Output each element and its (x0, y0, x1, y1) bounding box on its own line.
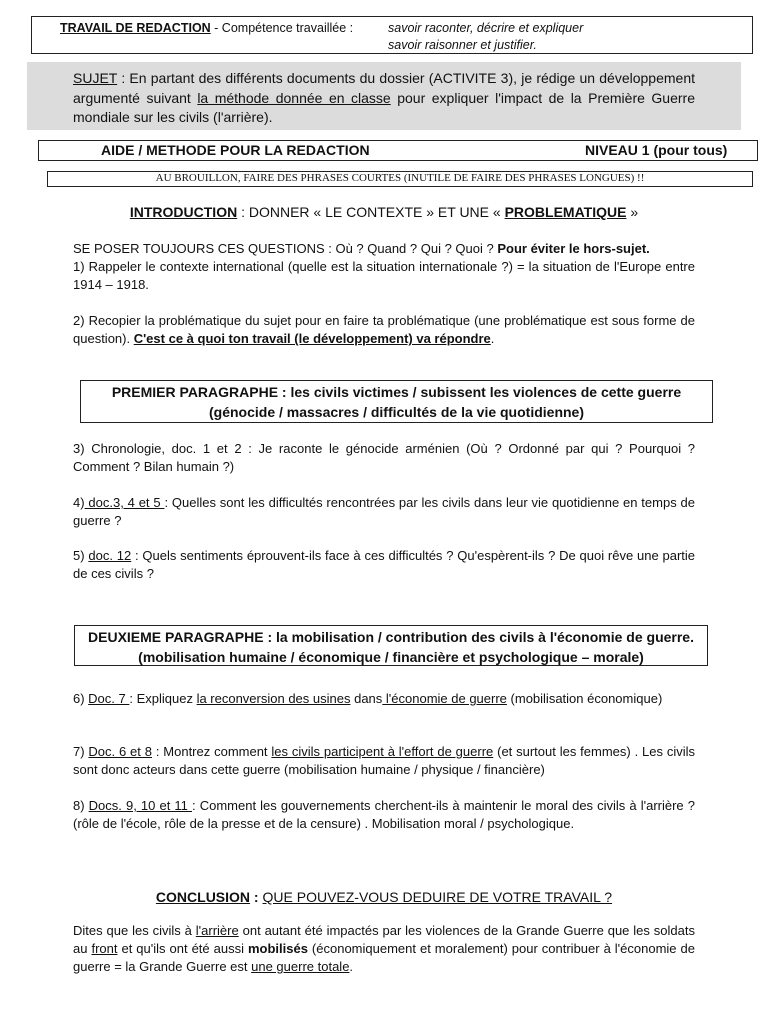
intro-problem: PROBLEMATIQUE (504, 204, 627, 220)
p1-item-4-text: : Quelles sont les difficultés rencontrées par les civils dans leur vie quotidienne en temps de guerre ? (73, 495, 695, 528)
intro-end: » (626, 204, 639, 220)
p2-heading-box (74, 625, 708, 666)
p2-item-8-doc: Docs. 9, 10 et 11 (88, 798, 193, 813)
p2-heading-line-1: DEUXIEME PARAGRAPHE : la mobilisation / contribution des civils à l'économie de guerre. (88, 629, 694, 645)
conclusion-t2: ont autant été impactés par les violences de la Grande Guerre que les soldats au (73, 923, 695, 956)
conclusion-question: QUE POUVEZ-VOUS DEDUIRE DE VOTRE TRAVAIL ? (262, 889, 613, 905)
conclusion-t1: Dites que les civils à (73, 923, 196, 938)
p2-item-8-num: 8) (73, 798, 89, 813)
sujet-t1: : En partant des différents documents du dossier (ACTIVITE 3), je rédige un développement argumenté suivant (73, 70, 695, 106)
p2-item-6-c: (mobilisation économique) (506, 691, 663, 706)
conclusion-t3: et qu'ils ont été aussi (117, 941, 248, 956)
p2-item-7-a: : Montrez comment (151, 744, 272, 759)
p2-item-8-text: : Comment les gouvernements cherchent-ils à maintenir le moral des civils à l'arrière ? (rôle de l'école, rôle de la presse et de la censure) . Mobilisation moral / psychologique. (73, 798, 695, 831)
conclusion-b1: mobilisés (247, 941, 308, 956)
intro-item-2-text: 2) Recopier la problématique du sujet pour en faire ta problématique (une problématique est sous forme de question). (73, 313, 695, 346)
intro-item-2-end: . (490, 331, 495, 346)
sujet-label: SUJET (73, 70, 118, 86)
header-label: TRAVAIL DE REDACTION (60, 21, 211, 35)
header-title-line (60, 21, 353, 35)
p2-item-6-num: 6) (73, 691, 89, 706)
aide-title: AIDE / METHODE POUR LA REDACTION (101, 142, 370, 158)
conclusion-t5: . (349, 959, 354, 974)
brouillon-text: AU BROUILLON, FAIRE DES PHRASES COURTES (INUTILE DE FAIRE DES PHRASES LONGUES) !! (155, 172, 645, 184)
p2-item-7-b: (et surtout les femmes) . Les civils sont donc acteurs dans cette guerre (mobilisation humaine / physique / financière) (73, 744, 696, 777)
p1-item-4 (73, 494, 695, 530)
sujet-text (73, 69, 695, 128)
p2-item-6-u1: la reconversion des usines (196, 691, 351, 706)
sujet-method: la méthode donnée en classe (197, 89, 391, 106)
intro-mid: : DONNER « LE CONTEXTE » ET UNE « (237, 204, 505, 220)
intro-q-prefix: SE POSER TOUJOURS CES QUESTIONS : Où ? Quand ? Qui ? Quoi ? (73, 241, 498, 256)
conclusion-u2: front (91, 941, 118, 956)
conclusion-label: CONCLUSION (155, 889, 251, 905)
p2-item-7 (73, 743, 695, 779)
intro-heading (0, 204, 768, 220)
intro-label: INTRODUCTION (129, 204, 238, 220)
p1-item-5-doc: doc. 12 (88, 548, 132, 563)
p2-item-8 (73, 797, 695, 833)
intro-item-2 (73, 312, 695, 348)
p2-item-6-doc: Doc. 7 (88, 691, 130, 706)
p2-heading-line-2: (mobilisation humaine / économique / financière et psychologique – morale) (138, 649, 644, 665)
header-competence-2: savoir raisonner et justifier. (388, 38, 537, 52)
conclusion-sep: : (250, 889, 263, 905)
p1-heading-line-1: PREMIER PARAGRAPHE : les civils victimes / subissent les violences de cette guerre (111, 384, 682, 400)
p1-item-3: 3) Chronologie, doc. 1 et 2 : Je raconte le génocide arménien (Où ? Ordonné par qui ? Pourquoi ? Comment ? Bilan humain ?) (73, 441, 695, 474)
p1-item-5-text: : Quels sentiments éprouvent-ils face à ces difficultés ? Qu'espèrent-ils ? De quoi rêve une partie de ces civils ? (73, 548, 695, 581)
aide-level: NIVEAU 1 (pour tous) (585, 142, 728, 158)
p1-heading-box (80, 380, 713, 423)
p2-item-7-doc: Doc. 6 et 8 (88, 744, 152, 759)
intro-item-1: 1) Rappeler le contexte international (quelle est la situation internationale ?) = la situation de l'Europe entre 1914 – 1918. (73, 259, 695, 292)
p2-item-6 (73, 690, 695, 708)
conclusion-heading (0, 889, 768, 905)
conclusion-text (73, 922, 695, 976)
p1-heading-line-2: (génocide / massacres / difficultés de la vie quotidienne) (209, 404, 584, 420)
p1-item-4-doc: doc.3, 4 et 5 (84, 495, 165, 510)
intro-item-2-bold: C'est ce à quoi ton travail (le développement) va répondre (133, 331, 491, 346)
intro-questions (73, 240, 695, 258)
p2-item-7-u: les civils participent à l'effort de guerre (271, 744, 494, 759)
p1-item-5 (73, 547, 695, 583)
header-competence-1: savoir raconter, décrire et expliquer (388, 21, 584, 35)
p2-item-7-num: 7) (73, 744, 89, 759)
p1-item-4-num: 4) (73, 495, 85, 510)
conclusion-t4: (économiquement et moralement) pour contribuer à l'économie de guerre = la Grande Guerre est (73, 941, 695, 974)
intro-q-bold: Pour éviter le hors-sujet. (497, 241, 650, 256)
p2-item-6-a: : Expliquez (129, 691, 197, 706)
header-sep: - Compétence travaillée : (210, 21, 354, 35)
sujet-t2: pour expliquer l'impact de la Première Guerre mondiale sur les civils (l'arrière). (73, 89, 695, 125)
conclusion-u3: une guerre totale (251, 959, 350, 974)
conclusion-u1: l'arrière (195, 923, 239, 938)
p1-item-5-num: 5) (73, 548, 89, 563)
p2-item-6-u2: l'économie de guerre (382, 691, 507, 706)
p2-item-6-b: dans (350, 691, 383, 706)
